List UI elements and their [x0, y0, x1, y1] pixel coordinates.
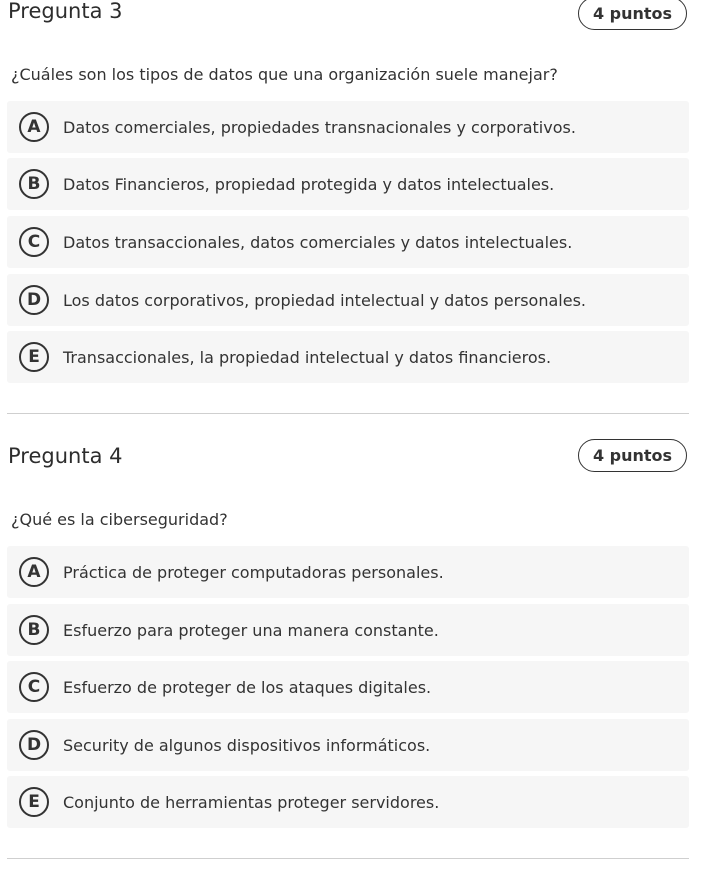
question-text: ¿Cuáles son los tipos de datos que una organización suele manejar?: [11, 65, 558, 84]
option-b[interactable]: [7, 158, 689, 210]
option-text: Datos Financieros, propiedad protegida y datos intelectuales.: [63, 174, 555, 194]
divider: [7, 413, 689, 414]
option-letter: A: [19, 557, 49, 587]
option-text: Esfuerzo de proteger de los ataques digitales.: [63, 677, 432, 697]
divider: [7, 858, 689, 859]
option-e[interactable]: [7, 776, 689, 828]
question-text: ¿Qué es la ciberseguridad?: [11, 510, 228, 529]
option-d[interactable]: [7, 274, 689, 326]
option-letter: C: [19, 227, 49, 257]
points-badge: 4 puntos: [578, 0, 687, 30]
option-letter: B: [19, 169, 49, 199]
option-text: Datos comerciales, propiedades transnacionales y corporativos.: [63, 117, 576, 137]
option-text: Conjunto de herramientas proteger servidores.: [63, 792, 440, 812]
option-letter: D: [19, 730, 49, 760]
option-letter: B: [19, 615, 49, 645]
option-c[interactable]: [7, 661, 689, 713]
option-text: Datos transaccionales, datos comerciales y datos intelectuales.: [63, 232, 573, 252]
option-text: Security de algunos dispositivos informáticos.: [63, 735, 431, 755]
option-b[interactable]: [7, 604, 689, 656]
question-title: Pregunta 4: [8, 444, 123, 468]
option-letter: C: [19, 672, 49, 702]
option-d[interactable]: [7, 719, 689, 771]
option-text: Práctica de proteger computadoras personales.: [63, 562, 444, 582]
points-badge: 4 puntos: [578, 439, 687, 472]
option-letter: E: [19, 787, 49, 817]
option-e[interactable]: [7, 331, 689, 383]
option-a[interactable]: [7, 546, 689, 598]
option-letter: E: [19, 342, 49, 372]
option-text: Esfuerzo para proteger una manera constante.: [63, 620, 439, 640]
option-c[interactable]: [7, 216, 689, 268]
option-text: Transaccionales, la propiedad intelectual y datos financieros.: [63, 347, 552, 367]
option-letter: A: [19, 112, 49, 142]
option-text: Los datos corporativos, propiedad intelectual y datos personales.: [63, 290, 586, 310]
option-a[interactable]: [7, 101, 689, 153]
option-letter: D: [19, 285, 49, 315]
question-title: Pregunta 3: [8, 0, 123, 23]
